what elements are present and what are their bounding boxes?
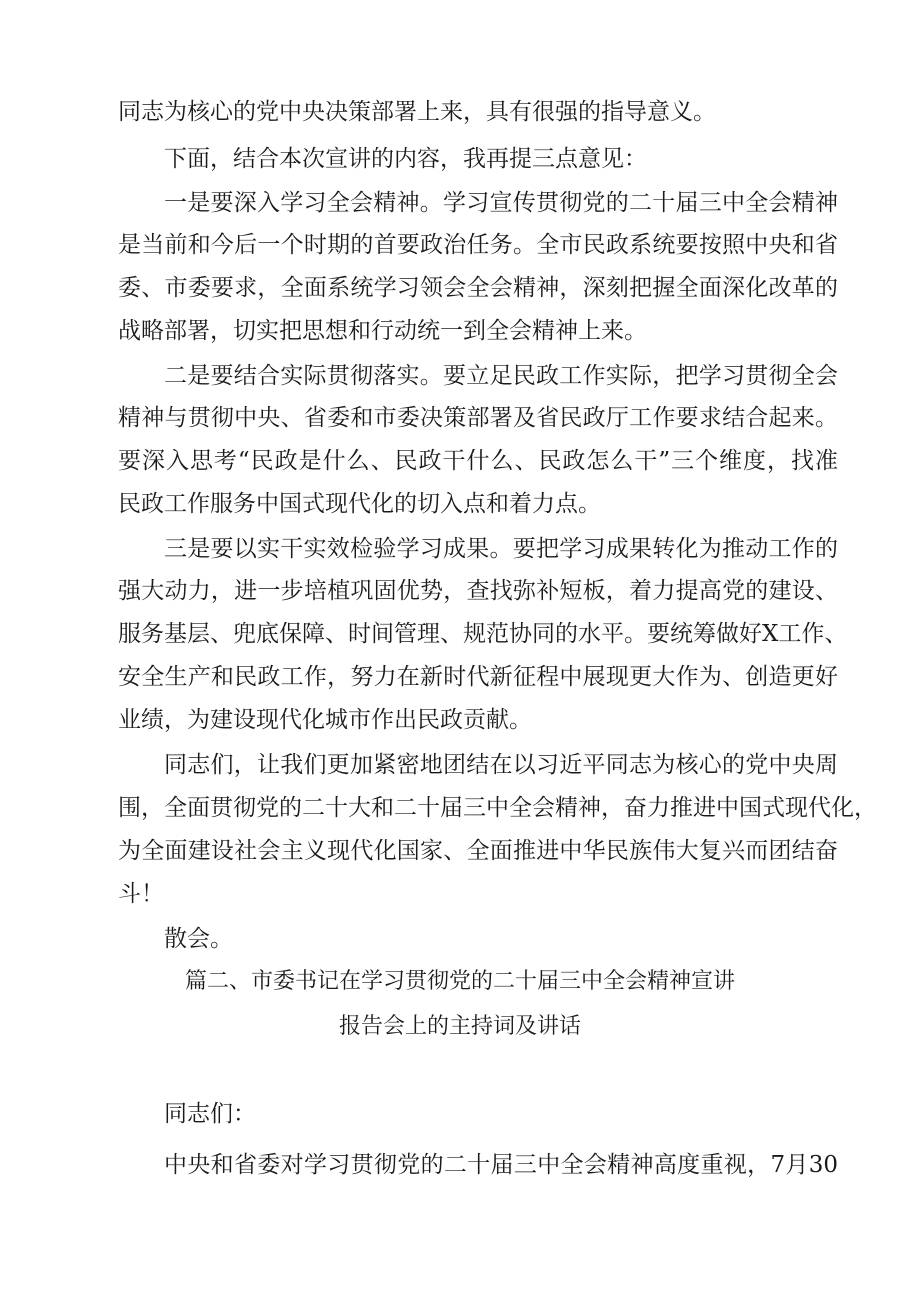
paragraph-line: 精神与贯彻中央、省委和市委决策部署及省民政厅工作要求结合起来。 xyxy=(118,405,838,431)
paragraph-line: 斗！ xyxy=(118,881,164,907)
paragraph-line: 同志为核心的党中央决策部署上来，具有很强的指导意义。 xyxy=(118,99,716,125)
paragraph-line: 二是要结合实际贯彻落实。要立足民政工作实际，把学习贯彻全会 xyxy=(164,363,838,389)
section-title-line-2: 报告会上的主持词及讲话 xyxy=(338,1014,581,1039)
paragraph-line: 是当前和今后一个时期的首要政治任务。全市民政系统要按照中央和省 xyxy=(118,232,838,258)
paragraph-line: 服务基层、兜底保障、时间管理、规范协同的水平。要统筹做好X工作、 xyxy=(118,621,848,647)
paragraph-line: 业绩，为建设现代化城市作出民政贡献。 xyxy=(118,707,532,733)
paragraph-line: 同志们，让我们更加紧密地团结在以习近平同志为核心的党中央周 xyxy=(164,752,838,778)
paragraph-line: 战略部署，切实把思想和行动统一到全会精神上来。 xyxy=(118,318,647,344)
paragraph-line: 为全面建设社会主义现代化国家、全面推进中华民族伟大复兴而团结奋 xyxy=(118,838,838,864)
paragraph-line: 安全生产和民政工作，努力在新时代新征程中展现更大作为、创造更好 xyxy=(118,664,838,690)
paragraph-line: 围，全面贯彻党的二十大和二十届三中全会精神，奋力推进中国式现代化， xyxy=(118,795,877,821)
paragraph-line: 中央和省委对学习贯彻党的二十届三中全会精神高度重视，7月30 xyxy=(164,1152,838,1178)
paragraph-line: 一是要深入学习全会精神。学习宣传贯彻党的二十届三中全会精神 xyxy=(164,190,838,216)
paragraph-line: 要深入思考“民政是什么、民政干什么、民政怎么干”三个维度，找准 xyxy=(118,448,838,474)
paragraph-line: 三是要以实干实效检验学习成果。要把学习成果转化为推动工作的 xyxy=(164,536,838,562)
section-title-line-1: 篇二、市委书记在学习贯彻党的二十届三中全会精神宣讲 xyxy=(184,969,735,994)
salutation: 同志们： xyxy=(164,1101,256,1127)
paragraph-line: 民政工作服务中国式现代化的切入点和着力点。 xyxy=(118,491,601,517)
paragraph-line: 下面，结合本次宣讲的内容，我再提三点意见： xyxy=(164,146,647,172)
paragraph-line: 散会。 xyxy=(164,926,233,952)
paragraph-line: 强大动力，进一步培植巩固优势，查找弥补短板，着力提高党的建设、 xyxy=(118,578,838,604)
paragraph-line: 委、市委要求，全面系统学习领会全会精神，深刻把握全面深化改革的 xyxy=(118,275,838,301)
